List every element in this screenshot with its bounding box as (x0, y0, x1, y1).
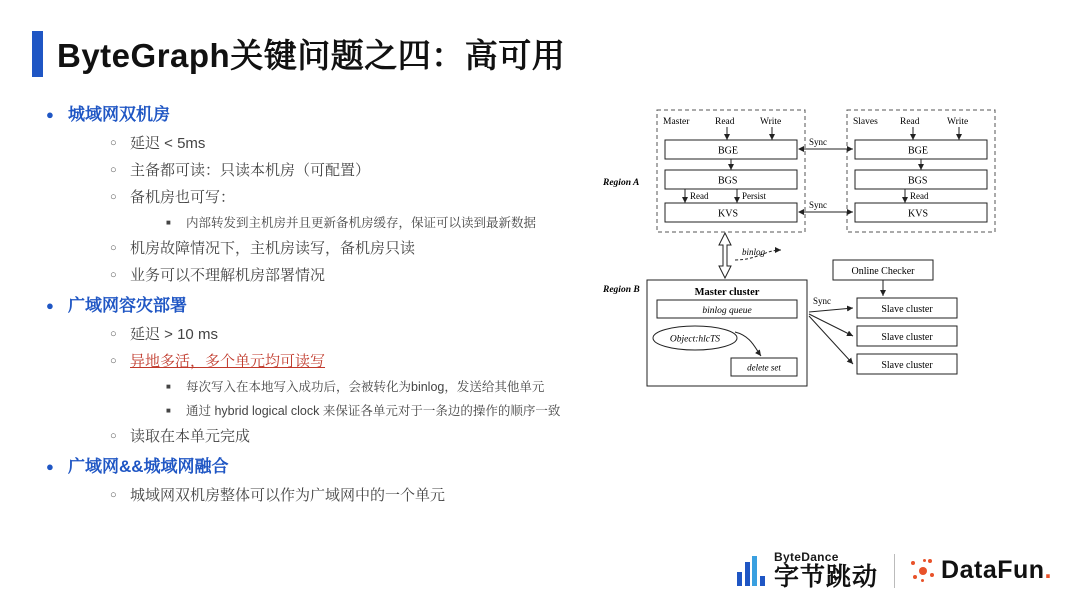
bytedance-bars-icon (737, 556, 767, 586)
list-item (110, 348, 644, 375)
bullet-circle-icon: ○ (110, 269, 117, 281)
persist-label: Persist (742, 191, 767, 201)
bullet-text: 城域网双机房 (68, 105, 170, 124)
bullet-dot-icon: ● (46, 298, 54, 313)
bullet-circle-icon: ○ (110, 242, 117, 254)
bullet-text: 主备都可读：只读本机房（可配置） (130, 162, 371, 179)
list-item (110, 482, 644, 509)
bullet-text: 备机房也可写： (130, 189, 236, 206)
list-item (166, 375, 644, 399)
slave-cluster-label: Slave cluster (881, 332, 933, 343)
list-item (110, 423, 644, 450)
delete-set-label: delete set (747, 362, 781, 373)
region-b-label: Region B (603, 285, 640, 295)
slave-cluster-label: Slave cluster (881, 360, 933, 371)
bytedance-en-label: ByteDance (774, 550, 839, 564)
read-label: Read (900, 117, 920, 127)
kvs-box-label: KVS (908, 208, 929, 220)
read-label: Read (690, 191, 709, 201)
list-item (110, 184, 644, 211)
bullet-circle-icon: ○ (110, 355, 117, 367)
list-item (110, 130, 644, 157)
sync-label: Sync (809, 200, 827, 210)
bgs-box-label: BGS (718, 175, 738, 187)
master-cluster-label: Master cluster (694, 287, 760, 298)
sync-label: Sync (813, 296, 831, 306)
page-title (32, 30, 565, 77)
bullet-dot-icon: ● (46, 459, 54, 474)
bge-box-label: BGE (718, 145, 738, 157)
bullet-text: 每次写入在本地写入成功后，会被转化为binlog，发送给其他单元 (186, 380, 545, 394)
bullet-circle-icon: ○ (110, 191, 117, 203)
bullet-circle-icon: ○ (110, 489, 117, 501)
bullet-circle-icon: ○ (110, 137, 117, 149)
bullet-square-icon: ■ (166, 406, 171, 415)
list-item (44, 454, 644, 480)
bullet-text: 延迟 < 5ms (130, 135, 206, 152)
bullet-text: 机房故障情况下，主机房读写，备机房只读 (130, 240, 416, 257)
read-label: Read (910, 191, 929, 201)
read-label: Read (715, 117, 735, 127)
bullet-text: 业务可以不理解机房部署情况 (130, 267, 326, 284)
bullet-list (44, 98, 644, 509)
list-item (166, 399, 644, 423)
online-checker-label: Online Checker (851, 266, 915, 277)
datafun-logo (911, 556, 1052, 585)
architecture-diagram (585, 100, 1055, 400)
list-item (44, 102, 644, 128)
bullet-circle-icon: ○ (110, 164, 117, 176)
bytedance-cn-label: 字节跳动 (774, 563, 879, 591)
bullet-square-icon: ■ (166, 218, 171, 227)
bullet-dot-icon: ● (46, 107, 54, 122)
logo-divider (894, 554, 895, 588)
list-item (166, 211, 644, 235)
object-hlcts-label: Object:hlcTS (669, 334, 721, 345)
bge-box-label: BGE (908, 145, 928, 157)
datafun-text: DataFun (941, 556, 1045, 584)
datafun-label (941, 556, 1052, 585)
datafun-spark-icon (911, 559, 935, 583)
bgs-box-label: BGS (908, 175, 928, 187)
bytedance-logo (737, 551, 878, 590)
list-item (44, 293, 644, 319)
region-a-label: Region A (603, 178, 640, 188)
title-accent-bar (32, 31, 43, 77)
datafun-dot: . (1044, 556, 1052, 584)
slave-cluster-label: Slave cluster (881, 304, 933, 315)
slaves-label: Slaves (853, 117, 878, 127)
bullet-square-icon: ■ (166, 382, 171, 391)
binlog-label: binlog (742, 247, 766, 257)
bullet-text: 延迟 > 10 ms (130, 326, 218, 343)
bullet-text: 广域网&&城域网融合 (68, 457, 229, 476)
bullet-text-highlight: 异地多活，多个单元均可读写 (130, 353, 326, 370)
bullet-text: 读取在本单元完成 (130, 428, 251, 445)
list-item (110, 321, 644, 348)
write-label: Write (760, 117, 782, 127)
kvs-box-label: KVS (718, 208, 739, 220)
bullet-text: 广域网容灾部署 (68, 296, 187, 315)
binlog-queue-label: binlog queue (702, 306, 752, 316)
write-label: Write (947, 117, 969, 127)
bullet-text: 内部转发到主机房并且更新备机房缓存，保证可以读到最新数据 (186, 216, 537, 230)
title-text: ByteGraph关键问题之四：高可用 (57, 37, 566, 74)
bullet-text: 通过 hybrid logical clock 来保证各单元对于一条边的操作的顺序一致 (186, 404, 561, 418)
bullet-circle-icon: ○ (110, 430, 117, 442)
footer-logos (737, 551, 1052, 590)
master-label: Master (663, 117, 690, 127)
list-item (110, 262, 644, 289)
bullet-circle-icon: ○ (110, 328, 117, 340)
bullet-text: 城域网双机房整体可以作为广域网中的一个单元 (130, 487, 446, 504)
list-item (110, 235, 644, 262)
list-item (110, 157, 644, 184)
sync-label: Sync (809, 137, 827, 147)
